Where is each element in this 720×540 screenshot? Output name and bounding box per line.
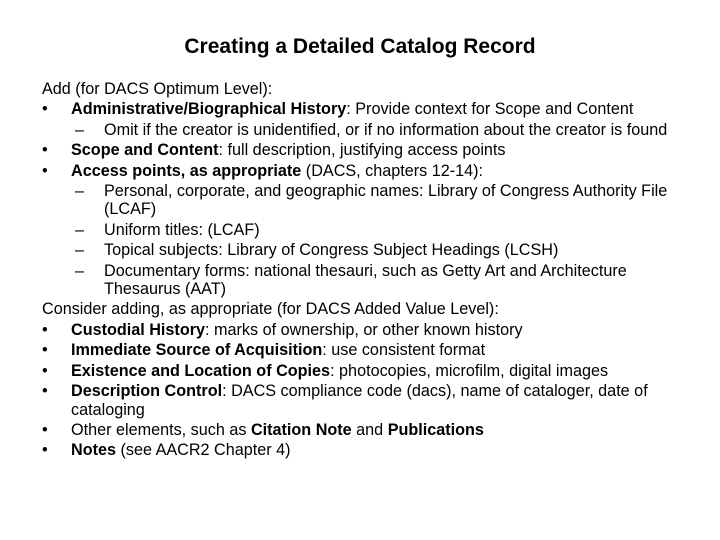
sub-documentary-forms xyxy=(42,262,692,299)
intro-added-value: Consider adding, as appropriate (for DACS Added Value Level): xyxy=(42,300,499,319)
bullet-bold: Custodial History xyxy=(71,320,206,339)
bullet-text: Other elements, such as xyxy=(71,420,251,439)
bullet-bold: Citation Note xyxy=(250,420,352,439)
bullet-bold: Immediate Source of Acquisition xyxy=(71,341,323,360)
bullet-marker: • xyxy=(42,361,48,380)
sub-text: Uniform titles: (LCAF) xyxy=(104,220,260,239)
bullet-text: : full description, justifying access points xyxy=(218,141,506,160)
bullet-text: : Provide context for Scope and Content xyxy=(346,100,634,119)
dash-marker: – xyxy=(75,220,85,239)
bullet-text: : photocopies, microfilm, digital images xyxy=(330,361,609,380)
sub-text: Personal, corporate, and geographic names: Library of Congress Authority File (LCAF) xyxy=(104,182,668,219)
bullet-marker: • xyxy=(42,341,48,360)
bullet-marker: • xyxy=(42,382,48,401)
bullet-bold: Access points, as appropriate xyxy=(71,161,302,180)
bullet-marker: • xyxy=(42,320,48,339)
bullet-text: : DACS compliance code (dacs), name of cataloger, date of cataloging xyxy=(71,382,648,419)
slide-body xyxy=(42,80,692,462)
bullet-bold: Administrative/Biographical History xyxy=(71,100,347,119)
bullet-bold: Notes xyxy=(71,441,116,460)
bullet-description-control xyxy=(42,382,692,419)
bullet-existence-copies xyxy=(42,362,692,380)
bullet-text: : use consistent format xyxy=(322,341,486,360)
bullet-marker: • xyxy=(42,161,48,180)
bullet-custodial-history xyxy=(42,321,692,339)
bullet-access-points xyxy=(42,162,692,180)
dash-marker: – xyxy=(75,120,85,139)
dash-marker: – xyxy=(75,261,85,280)
bullet-marker: • xyxy=(42,441,48,460)
bullet-marker: • xyxy=(42,420,48,439)
sub-text: Omit if the creator is unidentified, or if no information about the creator is found xyxy=(104,120,668,139)
bullet-text: and xyxy=(351,420,388,439)
bullet-immediate-source xyxy=(42,341,692,359)
bullet-admin-bio-history xyxy=(42,100,692,118)
bullet-marker: • xyxy=(42,141,48,160)
sub-text: Topical subjects: Library of Congress Subject Headings (LCSH) xyxy=(104,241,559,260)
sub-text: Documentary forms: national thesauri, such as Getty Art and Architecture Thesaurus (AAT) xyxy=(104,261,627,299)
bullet-bold: Description Control xyxy=(71,382,223,401)
bullet-text: : marks of ownership, or other known history xyxy=(205,320,523,339)
dash-marker: – xyxy=(75,182,85,201)
bullet-notes xyxy=(42,441,692,459)
sub-uniform-titles xyxy=(42,221,692,239)
slide-title: Creating a Detailed Catalog Record xyxy=(184,35,536,58)
bullet-bold: Publications xyxy=(387,420,484,439)
sub-names xyxy=(42,182,692,219)
bullet-bold: Scope and Content xyxy=(71,141,219,160)
dash-marker: – xyxy=(75,241,85,260)
bullet-text: (DACS, chapters 12-14): xyxy=(301,161,484,180)
bullet-bold: Existence and Location of Copies xyxy=(71,361,331,380)
bullet-marker: • xyxy=(42,100,48,119)
sub-omit-creator xyxy=(42,121,692,139)
bullet-other-elements xyxy=(42,421,692,439)
bullet-scope-content xyxy=(42,141,692,159)
intro-optimum: Add (for DACS Optimum Level): xyxy=(42,80,273,98)
bullet-text: (see AACR2 Chapter 4) xyxy=(115,441,291,460)
sub-topical-subjects xyxy=(42,241,692,259)
